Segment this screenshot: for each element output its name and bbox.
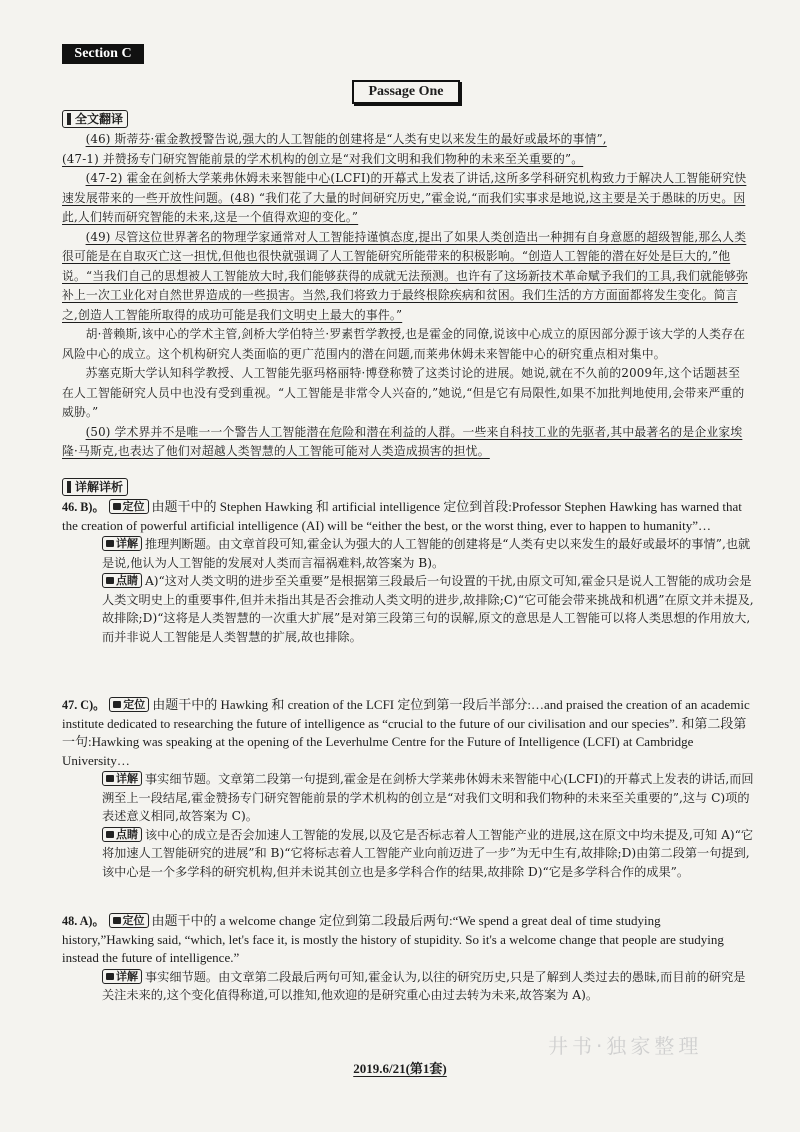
folder-icon: [106, 577, 114, 584]
page-footer: 2019.6/21(第1套): [353, 1061, 447, 1076]
answer-46: 46. B)。 定位 由题干中的 Stephen Hawking 和 artificial intelligence 定位到首段:Professor Stephen Hawking has warned that the creation of powerful artificial intelligence (AI) will be “either the best, or the worst thing, ever to happen to humanity”… 详解 推理判断题。由文章首段可知,霍金认为强大的人工智能的创建将是“人类有史以来发生的最好或最坏的事情”,也就是说,他认为人工智能的发展对人类而言福祸难料,故答案为 B)。 点睛 A)“这对人类文明的进步至关重要”是根据第三段最后一句设置的干扰,由原文可知,霍金只是说人工智能的成功会是人类文明史上的重要事件,但并未指出其是否会推动人类文明的进步,故排除;C)“它可能会带来挑战和机遇”在原文并未提及,故排除;D)“这将是人类智慧的一次重大扩展”是对第三段第三句的误解,原文的意思是人工智能可以将人类思想的作用放大,而并非说人工智能是人类智慧的扩展,故也排除。: [62, 499, 754, 644]
explain-label: 详解: [102, 536, 142, 551]
folder-icon: [113, 917, 121, 924]
folder-icon: [106, 973, 114, 980]
passage-title: Passage One: [352, 80, 460, 104]
locate-label: 定位: [109, 697, 149, 712]
pen-icon: [67, 481, 71, 493]
answer-48: 48. A)。 定位 由题干中的 a welcome change 定位到第二段最后两句:“We spend a great deal of time studying history,”Hawking said, “which, let's face it, is mostly the history of stupidity. So it's a welcome change that people are studying instead the future of intelligence.” 详解 事实细节题。由文章第二段最后两句可知,霍金认为,以往的研究历史,只是了解到人类过去的愚昧,而目前的研究是关注未来的,这个变化值得称道,可以推知,他欢迎的是研究重心由过去转为未来,故答案为 A)。: [62, 913, 746, 1002]
trans-para-boden: 苏塞克斯大学认知科学教授、人工智能先驱玛格丽特·博登称赞了这类讨论的进展。她说,就在不久前的2009年,这个话题甚至在人工智能研究人员中也没有受到重视。“人工智能是非常令人兴奋的,”她说,“但是它有局限性,如果不加批判地使用,会带来严重的威胁。”: [62, 366, 745, 419]
folder-icon: [106, 831, 114, 838]
trans-para-49: (49) 尽管这位世界著名的物理学家通常对人工智能持谨慎态度,提出了如果人类创造出一种拥有自身意愿的超级智能,那么人类很可能是在自取灭亡这一担忧,但他也很快就强调了人工智能研究所能带来的积极影响。“创造人工智能的潜在好处是巨大的,”他说。“当我们自己的思想被人工智能放大时,我们能够获得的成就无法预测。也许有了这场新技术革命赋予我们的工具,我们就能够弥补上一次工业化对自然世界造成的一些损害。当然,我们将致力于最终根除疾病和贫困。我们生活的方方面面都将发生变化。简言之,创造人工智能所取得的成功可能是我们文明史上最大的事件。”: [62, 229, 748, 322]
trans-para-46: (46) 斯蒂芬·霍金教授警告说,强大的人工智能的创建将是“人类有史以来发生的最好或最坏的事情”,: [85, 132, 607, 146]
analysis-header: 详解详析: [62, 478, 128, 496]
explain-label: 详解: [102, 969, 142, 984]
bookmark-icon: [67, 113, 71, 125]
translation-header: 全文翻译: [62, 110, 128, 128]
trans-para-50: (50) 学术界并不是唯一一个警告人工智能潜在危险和潜在利益的人群。一些来自科技工业的先驱者,其中最著名的是企业家埃隆·马斯克,也表达了他们对超越人类智慧的人工智能可能对人类造成损害的担忧。: [62, 424, 743, 458]
trans-para-price: 胡·普赖斯,该中心的学术主管,剑桥大学伯特兰·罗素哲学教授,也是霍金的同僚,说该中心成立的原因部分源于该大学的人类存在风险中心的成立。这个机构研究人类面临的更广范围内的潜在问题,而莱弗休姆未来智能中心的研究重点相对集中。: [62, 327, 746, 361]
explain-label: 详解: [102, 771, 142, 786]
folder-icon: [113, 701, 121, 708]
folder-icon: [113, 503, 121, 510]
locate-label: 定位: [109, 499, 149, 514]
folder-icon: [106, 775, 114, 782]
locate-label: 定位: [109, 913, 149, 928]
point-label: 点睛: [102, 573, 142, 588]
trans-para-47-2: (47-2) 霍金在剑桥大学莱弗休姆未来智能中心(LCFI)的开幕式上发表了讲话,这所多学科研究机构致力于解决人工智能研究快速发展带来的一些开放性问题。(48) “我们花了大量的时间研究历史,”霍金说,“而我们实事求是地说,这主要是关于愚昧的历史。因此,人们转而研究智能的未来,这是一个值得欢迎的变化。”: [62, 171, 747, 224]
section-label: Section C: [62, 44, 144, 64]
translation-body: [62, 130, 752, 462]
point-label: 点睛: [102, 827, 142, 842]
trans-para-47-1: (47-1) 并赞扬专门研究智能前景的学术机构的创立是“对我们文明和我们物种的未来至关重要的”。: [62, 151, 584, 166]
answer-47: 47. C)。 定位 由题干中的 Hawking 和 creation of the LCFI 定位到第一段后半部分:…and praised the creation of an academic institute dedicated to researching the future of intelligence as “crucial to the future of our civilisation and our species”. 和第二段第一句:Hawking was speaking at the opening of the Leverhulme Centre for the Future of Intelligence (LCFI) at Cambridge University… 详解 事实细节题。文章第二段第一句提到,霍金是在剑桥大学莱弗休姆未来智能中心(LCFI)的开幕式上发表的讲话,而回溯至上一段结尾,霍金赞扬专门研究智能前景的学术机构的创立是“对我们文明和我们物种的未来至关重要的”,这与 C)项的表述意义相同,故答案为 C)。 点睛 该中心的成立是否会加速人工智能的发展,以及它是否标志着人工智能产业的进展,这在原文中均未提及,可知 A)“它将加速人工智能研究的进展”和 B)“它将标志着人工智能产业向前迈进了一步”为无中生有,故排除;D)由第二段第一句提到,该中心是一个多学科的研究机构,但并未说其创立也是多学科合作的结果,故排除 D)“它是多学科合作的成果”。: [62, 697, 754, 879]
folder-icon: [106, 540, 114, 547]
watermark-text: 井书·独家整理: [548, 1034, 703, 1058]
